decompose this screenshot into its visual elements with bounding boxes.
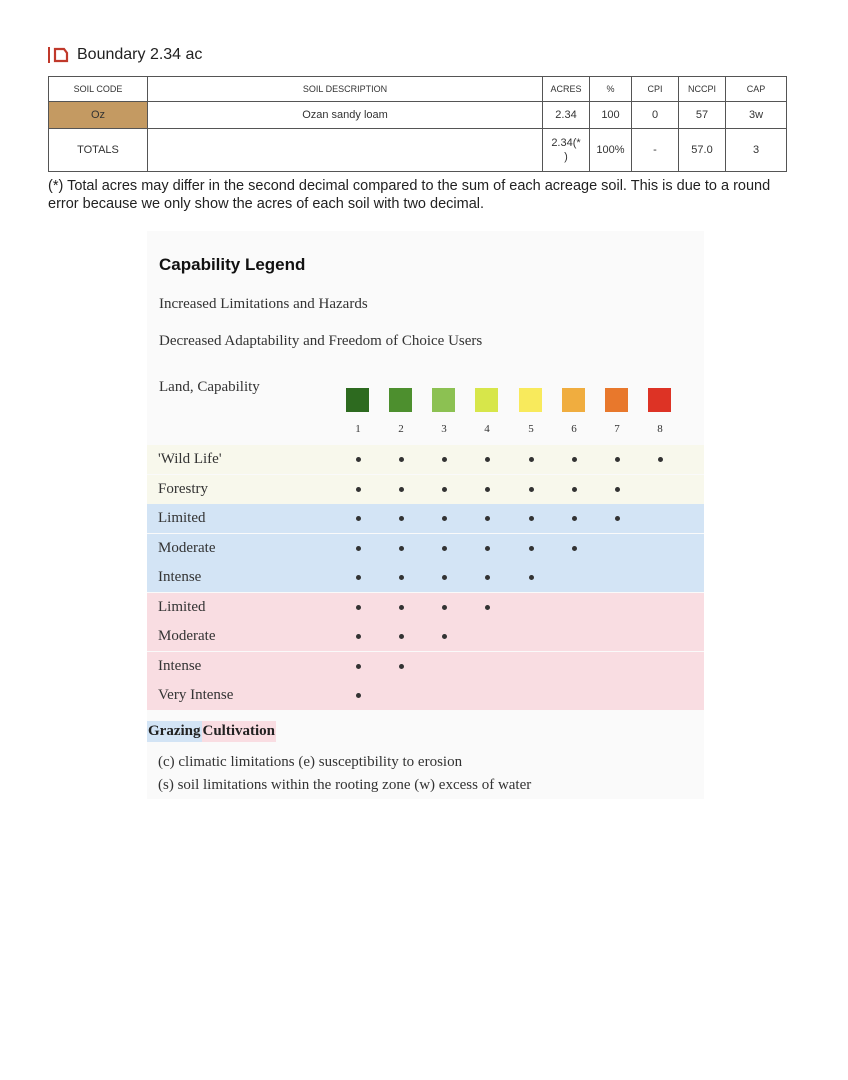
capability-dot [399,487,404,492]
capability-class-6-swatch [562,388,585,412]
legend-row-cultivation [147,681,704,710]
legend-row-cultivation [147,652,704,681]
grazing-key: Grazing [147,721,202,742]
soil-table [48,76,787,172]
col-header-nccpi: NCCPI [679,77,726,102]
legend-row-grazing [147,563,704,592]
capability-dot [442,575,447,580]
capability-legend [147,231,704,799]
land-capability-label: Land, Capability [159,379,260,395]
capability-dot [356,487,361,492]
capability-dot [399,634,404,639]
capability-dot [529,575,534,580]
capability-class-3-swatch [432,388,455,412]
capability-class-5-swatch [519,388,542,412]
capability-class-7-swatch [605,388,628,412]
legend-row-label: Intense [158,569,202,585]
totals-cap-cell: 3 [726,129,787,172]
capability-class-1-swatch [346,388,369,412]
col-header-soil-code: SOIL CODE [49,77,148,102]
totals-row [49,129,787,172]
legend-row-label: Intense [158,657,202,674]
capability-dot [529,516,534,521]
capability-dot [529,546,534,551]
capability-class-2-swatch [389,388,412,412]
capability-dot [356,634,361,639]
capability-class-number: 7 [614,423,620,435]
boundary-icon [53,47,69,63]
nccpi-cell: 57 [679,102,726,129]
capability-dot [399,546,404,551]
totals-cpi-cell: - [632,129,679,172]
totals-percent-cell: 100% [590,129,632,172]
col-header-acres: ACRES [543,77,590,102]
capability-dot [485,516,490,521]
capability-class-4-swatch [475,388,498,412]
capability-class-number: 1 [355,423,361,435]
capability-class-number: 5 [528,423,534,435]
capability-dot [399,605,404,610]
capability-dot [485,575,490,580]
legend-row-grazing [147,534,704,563]
totals-acres-line1: 2.34(* [551,137,581,149]
capability-dot [442,634,447,639]
capability-dot [442,605,447,610]
legend-footnote-2: (s) soil limitations within the rooting zone (w) excess of water [158,777,532,793]
capability-dot [399,457,404,462]
col-header-percent: % [590,77,632,102]
header-accent-bar [48,47,50,63]
cultivation-key: Cultivation [202,721,277,742]
capability-dot [529,457,534,462]
capability-dot [356,457,361,462]
soil-description-cell: Ozan sandy loam [148,102,543,129]
capability-dot [442,546,447,551]
legend-row-wildlife [147,475,704,504]
capability-dot [615,457,620,462]
capability-dot [356,575,361,580]
table-row [49,102,787,129]
totals-acres-cell [543,129,590,172]
legend-row-label: Limited [158,598,206,615]
percent-cell: 100 [590,102,632,129]
capability-dot [356,516,361,521]
capability-dot [485,457,490,462]
table-header-row [49,77,787,102]
col-header-soil-description: SOIL DESCRIPTION [148,77,543,102]
legend-row-label: Moderate [158,628,216,644]
legend-row-label: 'Wild Life' [158,451,222,467]
legend-row-label: Limited [158,510,206,526]
capability-dot [356,664,361,669]
capability-dot [356,693,361,698]
acres-cell: 2.34 [543,102,590,129]
totals-nccpi-cell: 57.0 [679,129,726,172]
legend-row-label: Forestry [158,480,208,497]
capability-dot [572,457,577,462]
totals-acres-line2: ) [564,151,568,163]
capability-dot [529,487,534,492]
capability-dot [572,516,577,521]
capability-class-number: 4 [484,423,490,435]
legend-footnote-1: (c) climatic limitations (e) susceptibility to erosion [158,754,463,770]
capability-class-number: 2 [398,423,404,435]
capability-dot [399,575,404,580]
legend-row-label: Moderate [158,539,216,556]
capability-dot [572,487,577,492]
capability-class-number: 6 [571,423,577,435]
col-header-cap: CAP [726,77,787,102]
legend-row-label: Very Intense [158,687,234,703]
soil-code-cell: Oz [49,102,148,129]
page-header [48,44,202,66]
legend-title: Capability Legend [159,255,306,274]
capability-class-number: 3 [441,423,447,435]
capability-dot [399,516,404,521]
legend-row-cultivation [147,593,704,622]
legend-limitations-text: Increased Limitations and Hazards [159,296,368,312]
legend-row-cultivation [147,622,704,651]
capability-dot [442,457,447,462]
capability-dot [442,516,447,521]
cpi-cell: 0 [632,102,679,129]
grazing-cultivation-key [147,721,276,742]
legend-row-wildlife [147,445,704,474]
capability-dot [485,487,490,492]
boundary-title: Boundary 2.34 ac [77,46,203,63]
capability-dot [399,664,404,669]
totals-label: TOTALS [49,129,148,172]
capability-dot [658,457,663,462]
capability-dot [356,605,361,610]
capability-dot [356,546,361,551]
capability-dot [615,487,620,492]
legend-adaptability-text: Decreased Adaptability and Freedom of Choice Users [159,333,483,349]
rounding-note: (*) Total acres may differ in the second decimal compared to the sum of each acreage soil. This is due to a round error because we only show the acres of each soil with two decimal. [48,178,771,212]
capability-class-number: 8 [657,423,663,435]
capability-dot [485,605,490,610]
capability-dot [485,546,490,551]
col-header-cpi: CPI [632,77,679,102]
capability-dot [615,516,620,521]
legend-row-grazing [147,504,704,533]
totals-description-cell [148,129,543,172]
capability-class-8-swatch [648,388,671,412]
capability-dot [442,487,447,492]
cap-cell: 3w [726,102,787,129]
capability-dot [572,546,577,551]
